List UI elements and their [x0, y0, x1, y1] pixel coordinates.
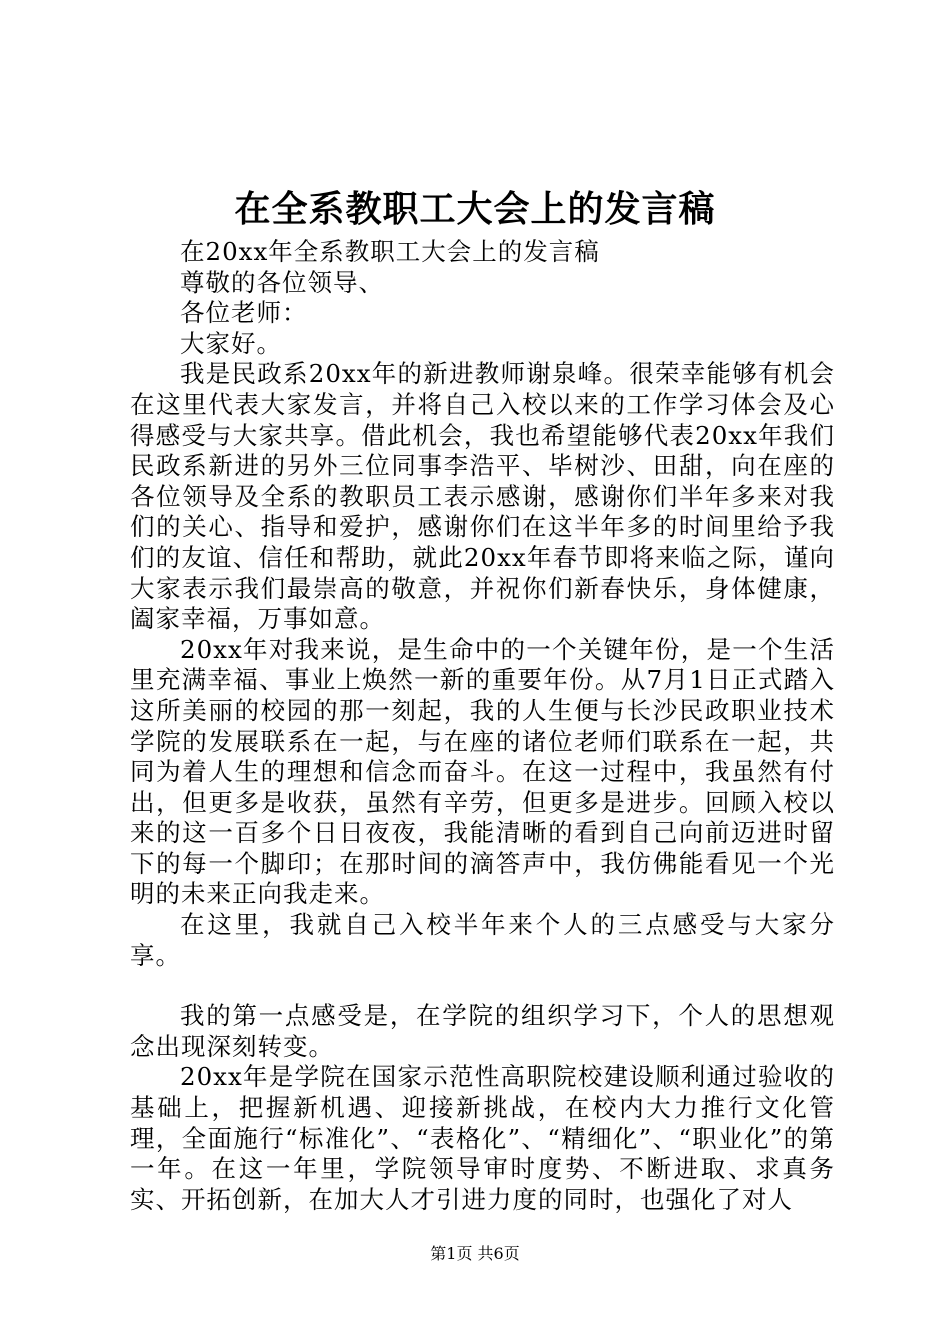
paragraph-three-feelings: 在这里，我就自己入校半年来个人的三点感受与大家分享。 — [130, 910, 835, 970]
paragraph-first-feeling: 我的第一点感受是，在学院的组织学习下，个人的思想观念出现深刻转变。 — [130, 1001, 835, 1061]
paragraph-key-year: 20xx年对我来说，是生命中的一个关键年份，是一个生活里充满幸福、事业上焕然一新的重要年份。从7月1日正式踏入这所美丽的校园的那一刻起，我的人生便与长沙民政职业技术学院的发展联系在一起，与在座的诸位老师们联系在一起，共同为着人生的理想和信念而奋斗。在这一过程中，我虽然有付出，但更多是收获，虽然有辛劳，但更多是进步。回顾入校以来的这一百多个日日夜夜，我能清晰的看到自己向前迈进时留下的每一个脚印；在那时间的滴答声中，我仿佛能看见一个光明的未来正向我走来。 — [130, 634, 835, 909]
paragraph-salutation-teachers: 各位老师： — [180, 298, 308, 328]
document-body — [130, 237, 835, 1215]
paragraph-subtitle: 在20xx年全系教职工大会上的发言稿 — [180, 237, 600, 266]
paragraph-salutation-leaders: 尊敬的各位领导、 — [180, 267, 384, 297]
document-title: 在全系教职工大会上的发言稿 — [234, 188, 716, 230]
paragraph-introduction: 我是民政系20xx年的新进教师谢泉峰。很荣幸能够有机会在这里代表大家发言，并将自己入校以来的工作学习体会及心得感受与大家共享。借此机会，我也希望能够代表20xx年我们民政系新进的另外三位同事李浩平、毕树沙、田甜，向在座的各位领导及全系的教职员工表示感谢，感谢你们半年多来对我们的关心、指导和爱护，感谢你们在这半年多的时间里给予我们的友谊、信任和帮助，就此20xx年春节即将来临之际，谨向大家表示我们最崇高的敬意，并祝你们新春快乐，身体健康，阖家幸福，万事如意。 — [130, 359, 835, 634]
paragraph-college-year: 20xx年是学院在国家示范性高职院校建设顺利通过验收的基础上，把握新机遇、迎接新挑战，在校内大力推行文化管理，全面施行“标准化”、“表格化”、“精细化”、“职业化”的第一年。在这一年里，学院领导审时度势、不断进取、求真务实、开拓创新，在加大人才引进力度的同时，也强化了对人 — [130, 1062, 835, 1214]
page-number-footer: 第1页 共6页 — [430, 1244, 520, 1263]
paragraph-greeting: 大家好。 — [180, 328, 282, 358]
